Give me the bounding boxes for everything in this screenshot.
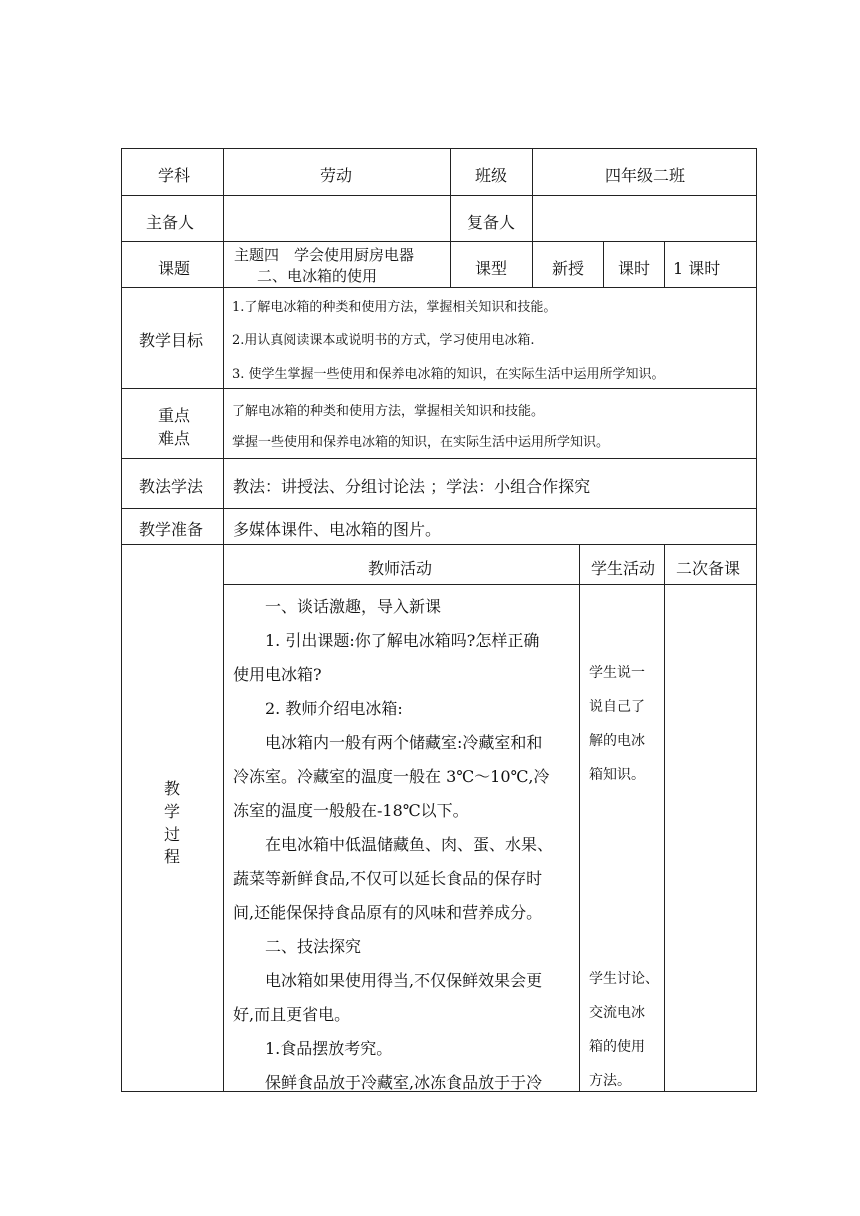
class-value: 四年级二班 <box>605 166 686 185</box>
topic-label: 课题 <box>158 259 191 278</box>
hours-label: 课时 <box>618 259 651 278</box>
student-activity-header: 学生活动 <box>591 559 656 578</box>
subject-value: 劳动 <box>320 166 353 185</box>
type-value-cell <box>532 241 604 288</box>
objectives-label: 教学目标 <box>139 331 204 350</box>
teacher-line: 2. 教师介绍电冰箱: <box>233 699 403 718</box>
second-prep-header-cell <box>664 544 757 585</box>
process-label-char: 学 <box>164 802 181 821</box>
teacher-line: 使用电冰箱? <box>233 665 322 684</box>
type-label-cell <box>450 241 533 288</box>
topic-label-cell <box>121 241 224 288</box>
second-prep-content-cell <box>664 584 757 1092</box>
lead-prep-value-cell <box>223 195 451 242</box>
class-label: 班级 <box>475 166 508 185</box>
student-line: 箱的使用 <box>589 1039 645 1055</box>
student-line: 学生讨论、 <box>589 971 659 987</box>
teacher-activity-content-cell <box>223 584 580 1092</box>
key-point-item: 了解电冰箱的种类和使用方法，掌握相关知识和技能。 <box>232 404 545 419</box>
methods-content-cell <box>223 458 757 509</box>
methods-label: 教法学法 <box>139 477 204 496</box>
student-line: 解的电冰 <box>589 733 645 749</box>
topic-line-2: 二、电冰箱的使用 <box>257 267 378 285</box>
teacher-line: 好,而且更省电。 <box>233 1005 351 1024</box>
objectives-content-cell <box>223 287 757 389</box>
key-point-item: 掌握一些使用和保养电冰箱的知识，在实际生活中运用所学知识。 <box>232 435 610 450</box>
hours-value-cell <box>664 241 757 288</box>
teacher-line: 冷冻室。冷藏室的温度一般在 3℃～10℃,冷 <box>233 767 550 786</box>
lead-prep-label-cell <box>121 195 224 242</box>
teacher-line: 冻室的温度一般般在-18℃以下。 <box>233 801 469 820</box>
process-label-char: 程 <box>164 847 181 866</box>
key-points-label-line2: 难点 <box>158 429 191 448</box>
process-label-char: 教 <box>164 779 181 798</box>
subject-label-cell <box>121 148 224 196</box>
class-label-cell <box>450 148 533 196</box>
teacher-line: 1. 引出课题:你了解电冰箱吗?怎样正确 <box>233 631 540 650</box>
methods-label-cell <box>121 458 224 509</box>
teacher-activity-header-cell <box>223 544 580 585</box>
student-line: 方法。 <box>589 1073 631 1089</box>
key-points-content-cell <box>223 388 757 459</box>
co-prep-label: 复备人 <box>467 213 516 232</box>
preparation-label: 教学准备 <box>139 520 204 539</box>
teacher-line: 二、技法探究 <box>233 937 362 956</box>
teacher-line: 保鲜食品放于冷藏室,冰冻食品放于于冷 <box>233 1073 543 1092</box>
key-points-label-cell <box>121 388 224 459</box>
type-value: 新授 <box>552 259 585 278</box>
student-line: 交流电冰 <box>589 1005 645 1021</box>
second-prep-header: 二次备课 <box>676 559 741 578</box>
type-label: 课型 <box>475 259 508 278</box>
teacher-line: 在电冰箱中低温储藏鱼、肉、蛋、水果、 <box>233 835 554 854</box>
process-label-char: 过 <box>164 825 181 844</box>
teacher-activity-header: 教师活动 <box>368 559 433 578</box>
co-prep-label-cell <box>450 195 533 242</box>
key-points-label-line1: 重点 <box>158 406 191 425</box>
objective-item: 1.了解电冰箱的种类和使用方法，掌握相关知识和技能。 <box>232 300 557 315</box>
student-line: 说自己了 <box>589 699 645 715</box>
methods-value: 教法：讲授法、分组讨论法 ；学法：小组合作探究 <box>233 477 591 496</box>
topic-line-1: 主题四 学会使用厨房电器 <box>234 246 415 264</box>
co-prep-value-cell <box>532 195 757 242</box>
hours-value: 1 课时 <box>673 259 721 278</box>
topic-value-cell <box>223 241 451 288</box>
class-value-cell <box>532 148 757 196</box>
teacher-line: 蔬菜等新鲜食品,不仅可以延长食品的保存时 <box>233 869 543 888</box>
teacher-line: 1.食品摆放考究。 <box>233 1039 393 1058</box>
subject-label: 学科 <box>158 166 191 185</box>
process-label-cell <box>121 544 224 1092</box>
teacher-line: 电冰箱内一般有两个储藏室:冷藏室和和 <box>233 733 543 752</box>
objectives-label-cell <box>121 287 224 389</box>
student-line: 学生说一 <box>589 665 645 681</box>
objective-item: 2.用认真阅读课本或说明书的方式，学习使用电冰箱. <box>232 333 535 348</box>
hours-label-cell <box>603 241 665 288</box>
preparation-content-cell <box>223 508 757 545</box>
student-activity-content-cell <box>579 584 665 1092</box>
preparation-label-cell <box>121 508 224 545</box>
student-activity-header-cell <box>579 544 665 585</box>
preparation-value: 多媒体课件、电冰箱的图片。 <box>233 520 442 539</box>
teacher-line: 一、谈话激趣，导入新课 <box>233 597 442 616</box>
lead-prep-label: 主备人 <box>146 213 195 232</box>
student-line: 箱知识。 <box>589 767 645 783</box>
objective-item: 3. 使学生掌握一些使用和保养电冰箱的知识，在实际生活中运用所学知识。 <box>232 367 665 382</box>
subject-value-cell <box>223 148 451 196</box>
teacher-line: 电冰箱如果使用得当,不仅保鲜效果会更 <box>233 971 543 990</box>
teacher-line: 间,还能保保持食品原有的风味和营养成分。 <box>233 903 543 922</box>
